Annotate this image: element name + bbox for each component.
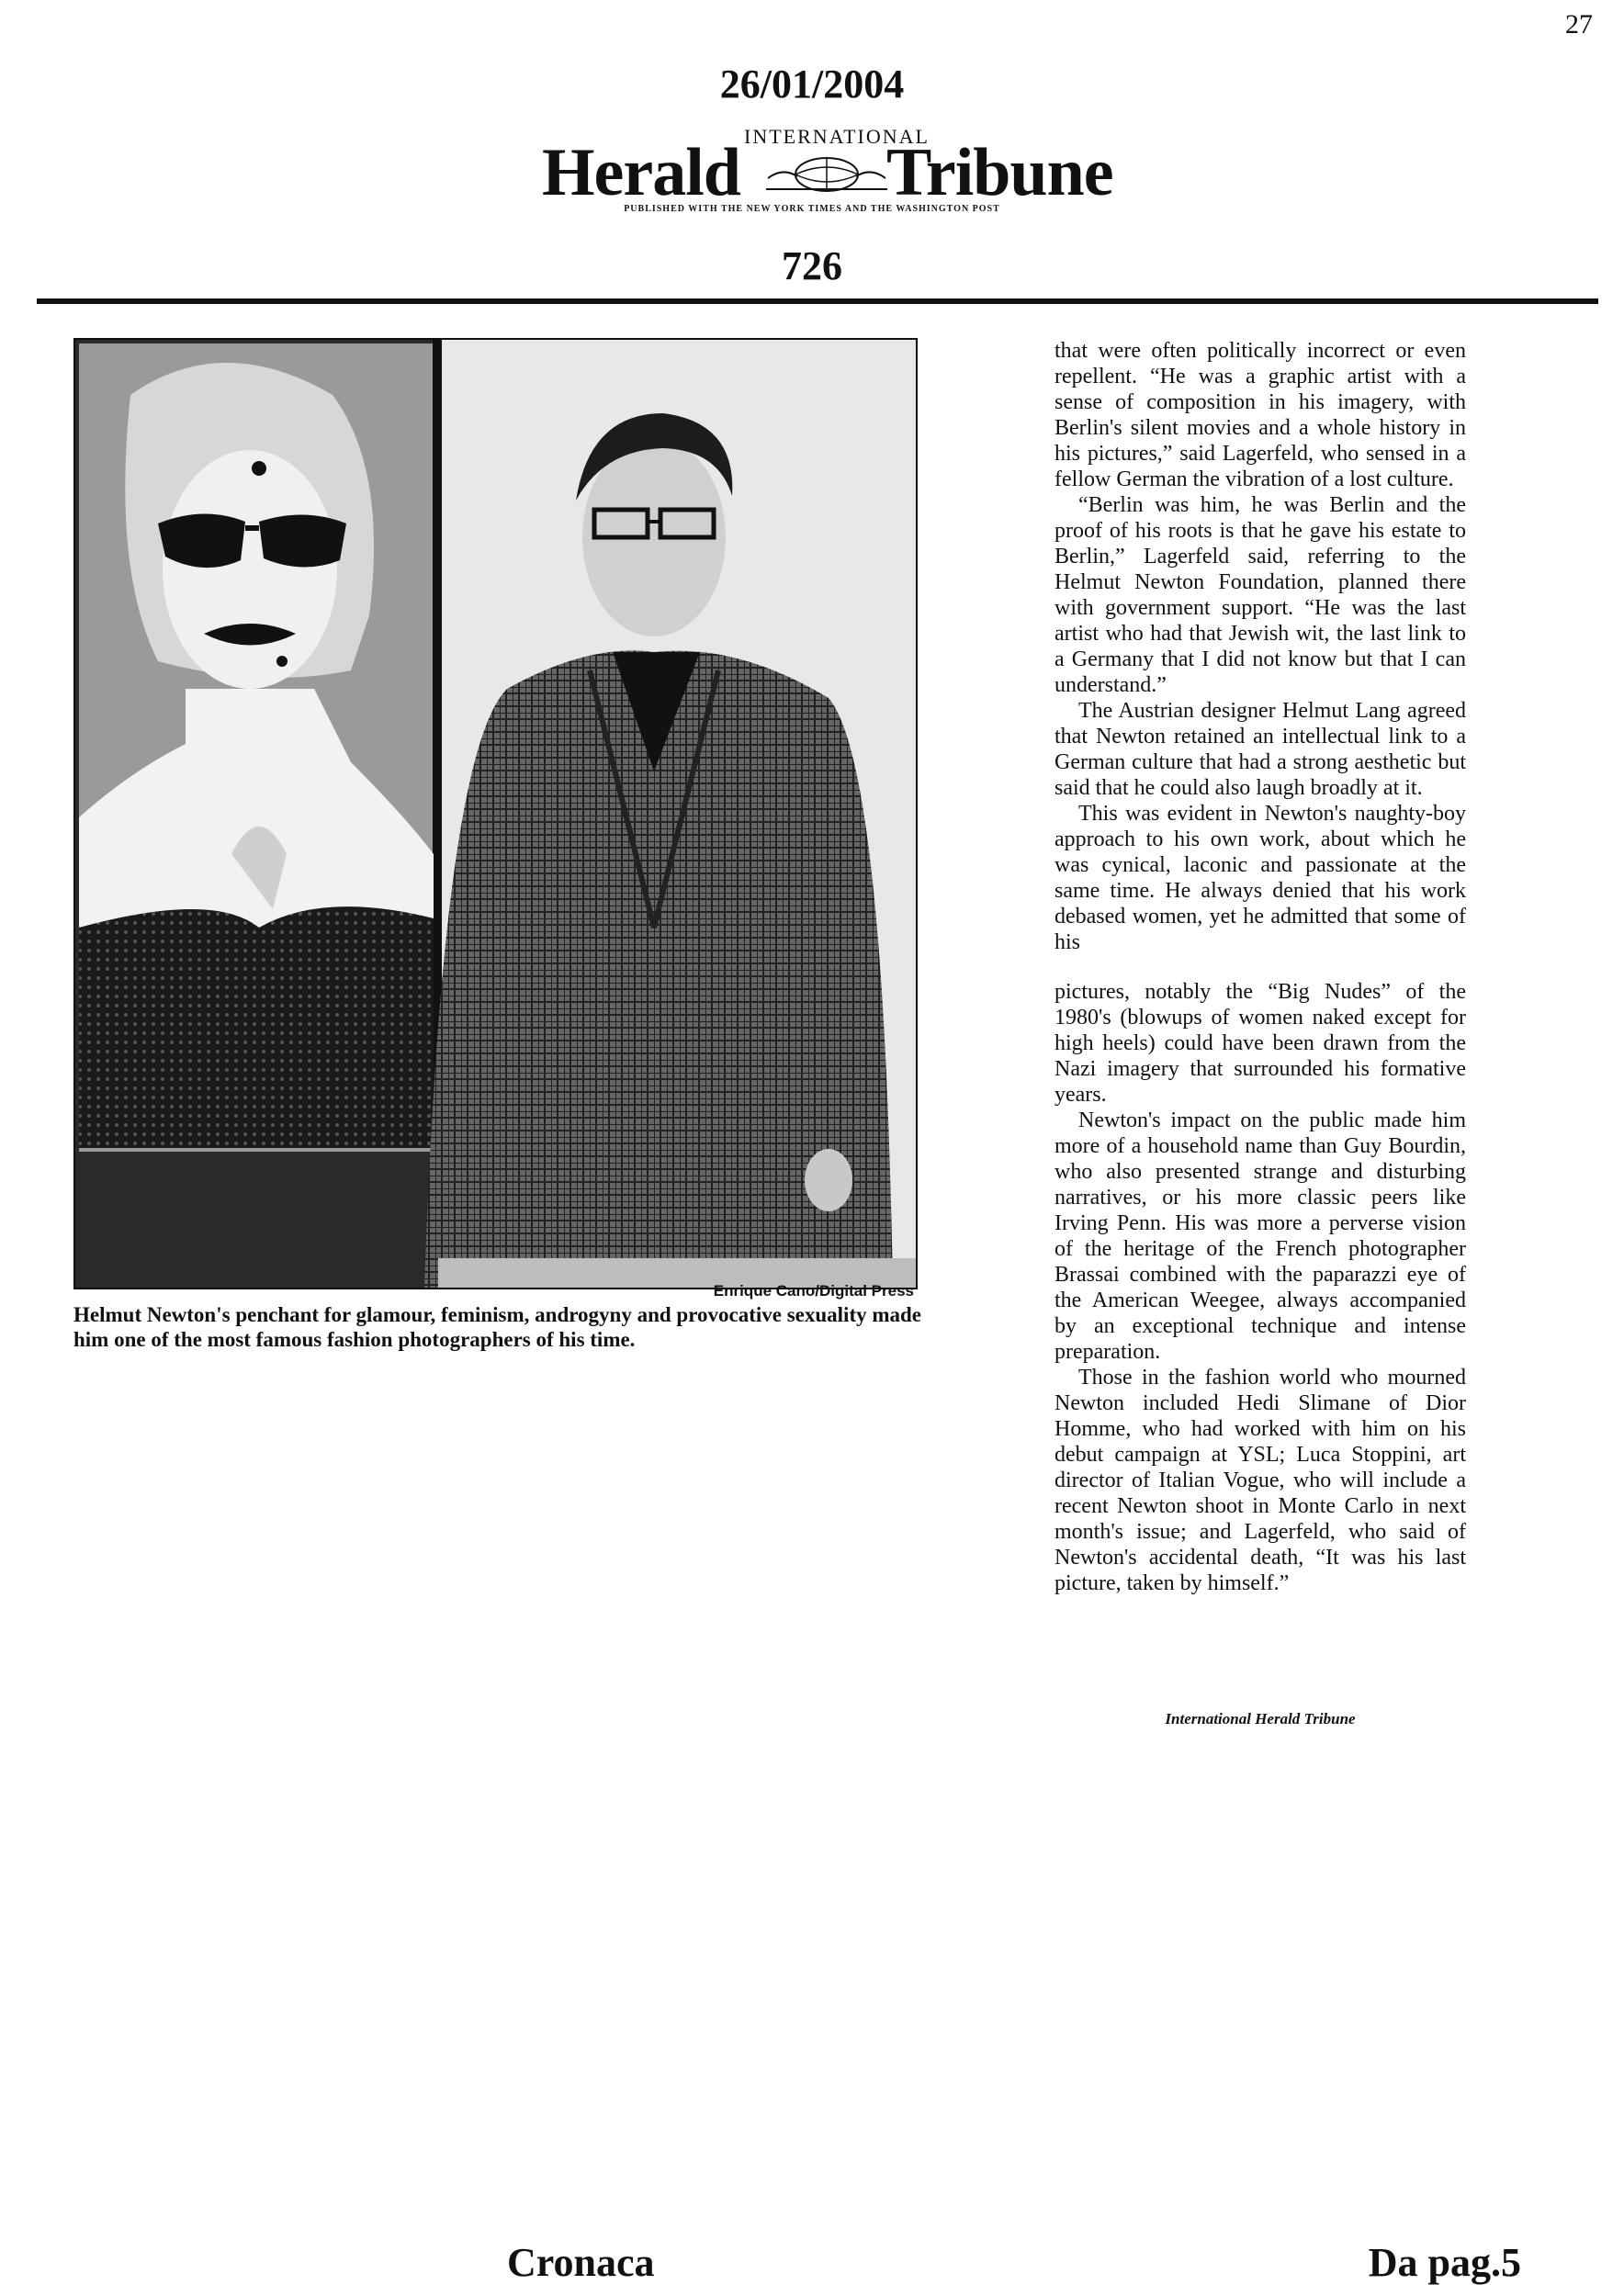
article-photo: [73, 338, 918, 1289]
masthead-herald: Herald: [542, 135, 740, 210]
footer-continued-from: Da pag.5: [1368, 2240, 1521, 2285]
article-paragraph: pictures, notably the “Big Nudes” of the 1980's (blowups of women naked except for high heels) could have been drawn from the Nazi imagery that surrounded his formative years.: [1054, 980, 1466, 1107]
article-byline: International Herald Tribune: [1165, 1710, 1356, 1728]
article-body: [1054, 338, 1466, 1596]
article-paragraph: This was evident in Newton's naughty-boy approach to his own work, about which he was cynical, laconic and passionate at the same time. He always denied that his work debased women, yet he admitted that some of his: [1054, 802, 1466, 954]
article-paragraph: that were often politically incorrect or even repellent. “He was a graphic artist with a sense of composition in his imagery, with Berlin's silent movies and a whole history in his pictures,” said Lagerfeld, who sensed in a fellow German the vibration of a lost culture.: [1054, 339, 1466, 491]
article-paragraph: The Austrian designer Helmut Lang agreed that Newton retained an intellectual link to a German culture that had a strong aesthetic but said that he could also laugh broadly at it.: [1054, 699, 1466, 800]
column-gap: [1054, 955, 1466, 979]
masthead-tribune: Tribune: [886, 135, 1113, 210]
footer-section: Cronaca: [507, 2240, 655, 2285]
article-paragraph: Newton's impact on the public made him more of a household name than Guy Bourdin, who also presented strange and disturbing narratives, or his more classic peers like Irving Penn. His was more a perverse vision of the heritage of the French photographer Brassai combined with the paparazzi eye of the American Weegee, always accompanied by an exceptional technique and intense preparation.: [1054, 1109, 1466, 1364]
photo-credit: Enrique Cano/Digital Press: [713, 1282, 914, 1300]
article-paragraph: “Berlin was him, he was Berlin and the proof of his roots is that he gave his estate to Berlin,” Lagerfeld said, referring to the Helmut Newton Foundation, planned there with government support. “He was the last artist who had that Jewish wit, the last link to a Germany that I did not know but that I can understand.”: [1054, 493, 1466, 697]
photo-caption: Helmut Newton's penchant for glamour, feminism, androgyny and provocative sexuality made him one of the most famous fashion photographers of his time.: [73, 1303, 922, 1351]
photo-illustration: [75, 340, 916, 1288]
header-divider: [37, 298, 1598, 304]
publication-date: 26/01/2004: [719, 62, 905, 107]
globe-emblem-icon: [764, 151, 889, 195]
masthead-published-with: PUBLISHED WITH THE NEW YORK TIMES AND THE WASHINGTON POST: [624, 204, 1000, 214]
issue-number: 726: [782, 243, 842, 288]
article-paragraph: Those in the fashion world who mourned Newton included Hedi Slimane of Dior Homme, who had worked with him on his debut campaign at YSL; Luca Stoppini, art director of Italian Vogue, who will include a recent Newton shoot in Monte Carlo in next month's issue; and Lagerfeld, who said of Newton's accidental death, “It was his last picture, taken by himself.”: [1054, 1366, 1466, 1595]
page-number: 27: [1565, 9, 1593, 39]
masthead-international: INTERNATIONAL: [744, 125, 930, 148]
